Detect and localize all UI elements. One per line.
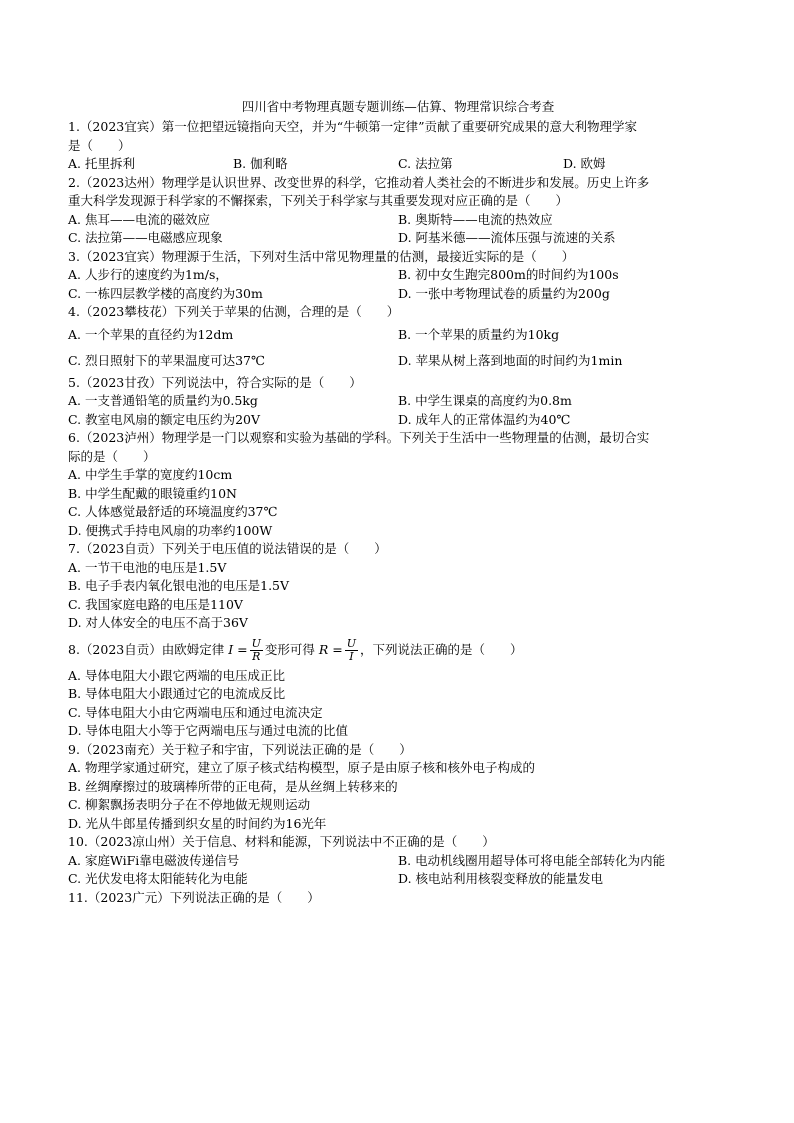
q8-eq1-denominator: R	[252, 649, 261, 663]
q5-options-row2	[68, 411, 728, 430]
q4-option-b: B. 一个苹果的质量约为10kg	[398, 326, 560, 342]
q2-stem-line2: 重大科学发现源于科学家的不懈探索，下列关于科学家与其重要发现对应正确的是（ ）	[68, 193, 569, 208]
q7-option-a: A. 一节干电池的电压是1.5V	[68, 559, 227, 575]
q1-options	[68, 155, 728, 174]
q3-option-a: A. 人步行的速度约为1m/s，	[68, 267, 228, 282]
q6-option-b: B. 中学生配戴的眼镜重约10N	[68, 485, 237, 501]
q4-option-a: A. 一个苹果的直径约为12dm	[68, 326, 234, 342]
q10-option-c: C. 光伏发电将太阳能转化为电能	[68, 871, 248, 886]
q4-option-c: C. 烈日照射下的苹果温度可达37℃	[68, 352, 265, 368]
q10-stem: 10.（2023凉山州）关于信息、材料和能源，下列说法中不正确的是（ ）	[68, 834, 495, 849]
q6-option-a: A. 中学生手掌的宽度约10cm	[68, 467, 233, 482]
q4-options-row1	[68, 322, 728, 348]
q5-option-c: C. 教室电风扇的额定电压约为20V	[68, 411, 260, 427]
q6-option-c: C. 人体感觉最舒适的环境温度约37℃	[68, 504, 278, 519]
q7-option-b: B. 电子手表内氧化银电池的电压是1.5V	[68, 578, 290, 593]
q5-option-a: A. 一支普通铅笔的质量约为0.5kg	[68, 393, 258, 408]
q9-option-a: A. 物理学家通过研究，建立了原子核式结构模型，原子是由原子核和核外电子构成的	[68, 760, 535, 775]
q2-option-d: D. 阿基米德——流体压强与流速的关系	[398, 230, 616, 245]
q8-eq2-lhs: R =	[318, 641, 343, 657]
q10-option-b: B. 电动机线圈用超导体可将电能全部转化为内能	[398, 852, 666, 868]
q7-option-d: D. 对人体安全的电压不高于36V	[68, 615, 248, 630]
q2-option-b: B. 奥斯特——电流的热效应	[398, 211, 553, 227]
q8-stem	[68, 633, 728, 667]
q5-options-row1	[68, 392, 728, 411]
q8-option-d: D. 导体电阻大小等于它两端电压与通过电流的比值	[68, 723, 349, 738]
q8-eq1-lhs: I =	[228, 641, 248, 657]
q4-option-d: D. 苹果从树上落到地面的时间约为1min	[398, 352, 623, 368]
q5-option-d: D. 成年人的正常体温约为40℃	[398, 411, 571, 427]
q9-option-c: C. 柳絮飘扬表明分子在不停地做无规则运动	[68, 797, 311, 812]
q10-option-d: D. 核电站利用核裂变释放的能量发电	[398, 871, 604, 886]
q2-option-c: C. 法拉第——电磁感应现象	[68, 230, 223, 245]
q1-option-c: C. 法拉第	[398, 156, 453, 171]
q2-options-row1	[68, 211, 728, 230]
q11-stem: 11.（2023广元）下列说法正确的是（ ）	[68, 889, 320, 905]
q1-stem-line1: 1.（2023宜宾）第一位把望远镜指向天空，并为“牛顿第一定律”贡献了重要研究成果的意大利物理学家	[68, 119, 638, 134]
q7-option-c: C. 我国家庭电路的电压是110V	[68, 596, 243, 612]
q1-option-d: D. 欧姆	[563, 156, 606, 171]
q6-stem-line1: 6.（2023泸州）物理学是一门以观察和实验为基础的学科。下列关于生活中一些物理量的估测，最切合实	[68, 430, 650, 445]
q8-eq1-fraction	[250, 638, 263, 663]
q8-option-c: C. 导体电阻大小由它两端电压和通过电流决定	[68, 704, 323, 720]
q3-option-c: C. 一栋四层教学楼的高度约为30m	[68, 285, 263, 301]
q9-option-b: B. 丝绸摩擦过的玻璃棒所带的正电荷，是从丝绸上转移来的	[68, 778, 398, 794]
page-title: 四川省中考物理真题专题训练—估算、物理常识综合考查	[241, 99, 555, 114]
q4-stem: 4.（2023攀枝花）下列关于苹果的估测，合理的是（ ）	[68, 304, 400, 319]
q2-option-a: A. 焦耳——电流的磁效应	[68, 211, 210, 227]
q5-option-b: B. 中学生课桌的高度约为0.8m	[398, 393, 572, 408]
q3-options-row2	[68, 285, 728, 304]
q7-stem: 7.（2023自贡）下列关于电压值的说法错误的是（ ）	[68, 541, 387, 556]
q1-stem-line2: 是（ ）	[68, 137, 131, 153]
q8-stem-part2: 变形可得	[264, 641, 315, 657]
q10-options-row1	[68, 852, 728, 871]
q3-option-b: B. 初中女生跑完800m的时间约为100s	[398, 267, 619, 282]
q5-stem: 5.（2023甘孜）下列说法中，符合实际的是（ ）	[68, 374, 362, 390]
q8-option-b: B. 导体电阻大小跟通过它的电流成反比	[68, 686, 286, 701]
q1-option-a: A. 托里拆利	[68, 156, 135, 171]
q3-stem: 3.（2023宜宾）物理源于生活，下列对生活中常见物理量的估测，最接近实际的是（ ）	[68, 248, 575, 264]
q8-eq2-numerator: U	[346, 636, 357, 650]
q8-eq2-denominator: I	[349, 649, 354, 663]
q8-option-a: A. 导体电阻大小跟它两端的电压成正比	[68, 667, 285, 683]
q6-stem-line2: 际的是（ ）	[68, 448, 156, 464]
q10-options-row2	[68, 870, 728, 889]
q4-options-row2	[68, 348, 728, 374]
q9-option-d: D. 光从牛郎星传播到织女星的时间约为16光年	[68, 815, 327, 831]
q3-options-row1	[68, 266, 728, 285]
q8-eq2-fraction	[345, 638, 358, 663]
q6-option-d: D. 便携式手持电风扇的功率约100W	[68, 522, 273, 538]
q10-option-a: A. 家庭WiFi靠电磁波传递信号	[68, 852, 240, 868]
q8-stem-part1: 8.（2023自贡）由欧姆定律	[68, 641, 225, 657]
q1-option-b: B. 伽利略	[233, 156, 288, 171]
q3-option-d: D. 一张中考物理试卷的质量约为200g	[398, 285, 610, 301]
exam-page	[68, 98, 728, 907]
q9-stem: 9.（2023南充）关于粒子和宇宙，下列说法正确的是（ ）	[68, 741, 412, 757]
q2-options-row2	[68, 229, 728, 248]
q8-stem-part3: ，下列说法正确的是（ ）	[360, 641, 523, 657]
q8-eq1-numerator: U	[251, 636, 261, 650]
q2-stem-line1: 2.（2023达州）物理学是认识世界、改变世界的科学，它推动着人类社会的不断进步和发展。历史上许多	[68, 174, 650, 190]
